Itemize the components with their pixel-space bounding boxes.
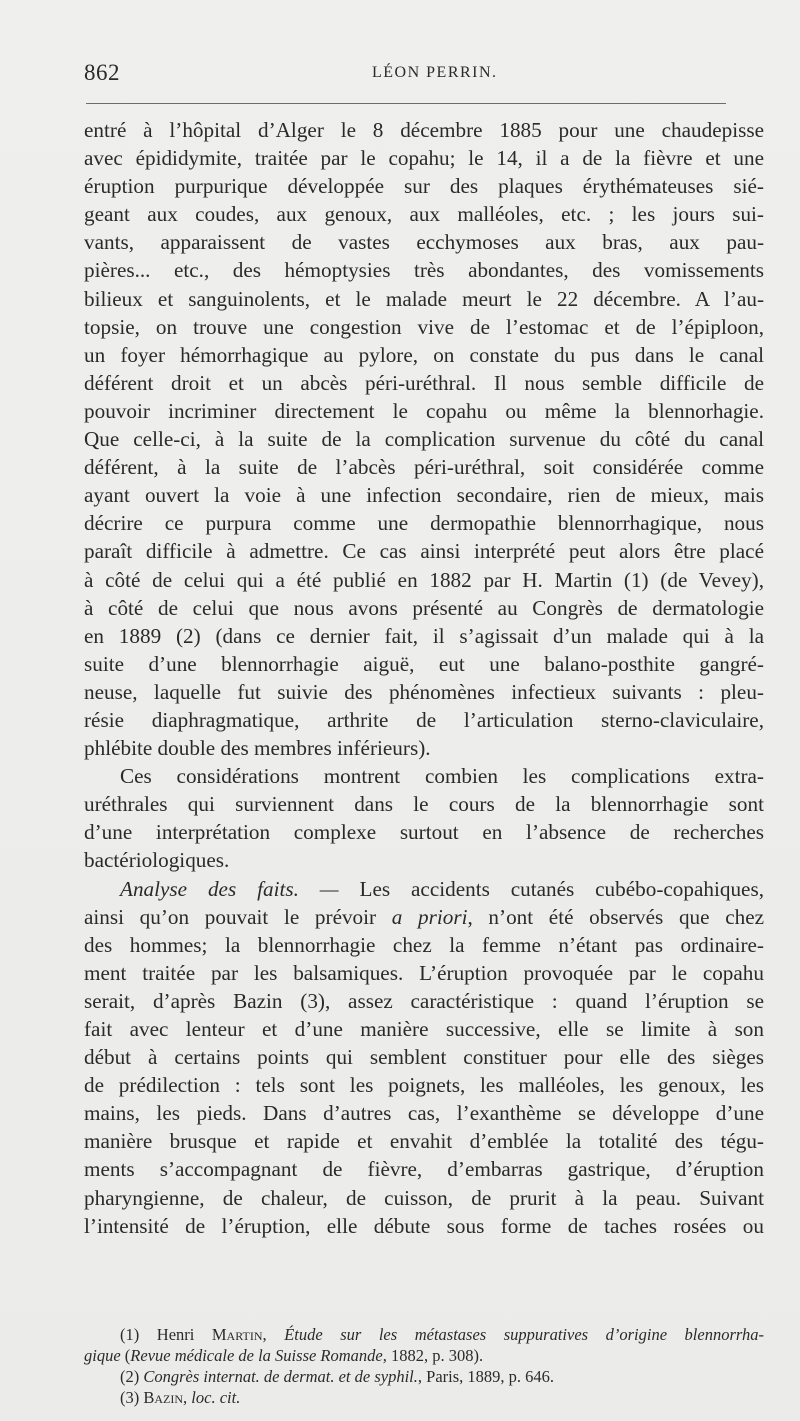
text-line: manière brusque et rapide et envahit d’emblée la totalité des tégu-	[84, 1129, 764, 1154]
text-line: pouvoir incriminer directement le copahu ou même la blennorhagie.	[84, 398, 764, 423]
footnote-2	[84, 1366, 764, 1387]
text-line: avec épididymite, traitée par le copahu; le 14, il a de la fièvre et une	[84, 146, 764, 171]
section-lead: Analyse des faits. —	[120, 876, 339, 901]
text-line: ayant ouvert la voie à une infection secondaire, rien de mieux, mais	[84, 483, 764, 508]
text-line: bilieux et sanguinolents, et le malade meurt le 22 décembre. A l’au-	[84, 286, 764, 311]
footnote-title: loc. cit.	[191, 1388, 241, 1407]
text-line: fait avec lenteur et d’une manière successive, elle se limite à son	[84, 1017, 764, 1041]
text-line: geant aux coudes, aux genoux, aux malléoles, etc. ; les jours sui-	[84, 202, 764, 227]
footnote-text: , 1882, p. 308).	[382, 1346, 484, 1365]
text-line: en 1889 (2) (dans ce dernier fait, il s’agissait d’un malade qui à la	[84, 623, 764, 648]
text-line: pières... etc., des hémoptysies très abondantes, des vomissements	[84, 258, 764, 283]
text-line: phlébite double des membres inférieurs).	[84, 736, 431, 761]
text-run: Les accidents cutanés cubébo-copahiques,	[338, 876, 765, 901]
footnote-text: (	[120, 1346, 131, 1365]
text-line: suite d’une blennorrhagie aiguë, eut une balano-posthite gangré-	[84, 651, 764, 676]
text-line: neuse, laquelle fut suivie des phénomènes infectieux suivants : pleu-	[84, 679, 764, 704]
footnote-1-cont	[84, 1345, 764, 1366]
text-line: ment traitée par les balsamiques. L’éruption provoquée par le copahu	[84, 960, 764, 985]
text-line: vants, apparaissent de vastes ecchymoses aux bras, aux pau-	[84, 230, 764, 255]
text-line: de prédilection : tels sont les poignets, les malléoles, les genoux, les	[84, 1073, 764, 1098]
text-line: déférent, à la suite de l’abcès péri-uréthral, soit considérée comme	[84, 455, 764, 480]
text-line: pharyngienne, de chaleur, de cuisson, de prurit à la peau. Suivant	[84, 1185, 764, 1210]
text-line: l’intensité de l’éruption, elle débute sous forme de taches rosées ou	[84, 1213, 764, 1238]
text-line	[84, 903, 764, 931]
text-line: décrire ce purpura comme une dermopathie blennorrhagique, nous	[84, 511, 764, 536]
text-line: Que celle-ci, à la suite de la complication survenue du côté du canal	[84, 427, 764, 452]
footnote-title: Congrès internat. de dermat. et de syphil.	[143, 1367, 418, 1386]
footnote-author: Bazin	[143, 1388, 184, 1407]
text-line: bactériologiques.	[84, 848, 230, 873]
footnote-marker: (1) Henri	[120, 1325, 212, 1344]
text-line: ments s’accompagnant de fièvre, d’embarras gastrique, d’éruption	[84, 1157, 764, 1182]
text-run: ainsi qu’on pouvait le prévoir	[84, 904, 392, 929]
page-number: 862	[84, 60, 120, 85]
header-rule	[86, 103, 726, 104]
text-line: entré à l’hôpital d’Alger le 8 décembre 1885 pour une chaudepisse	[84, 118, 764, 142]
text-line: serait, d’après Bazin (3), assez caractéristique : quand l’éruption se	[84, 988, 764, 1013]
footnote-1	[84, 1324, 764, 1345]
text-line	[84, 875, 764, 903]
text-line: éruption purpurique développée sur des plaques érythémateuses sié-	[84, 174, 764, 199]
text-line: Ces considérations montrent combien les complications extra-	[120, 764, 764, 789]
footnote-author: Martin	[211, 1325, 263, 1344]
footnote-title: Étude sur les métastases suppuratives d’origine blennorrha-	[284, 1325, 765, 1344]
text-line: résie diaphragmatique, arthrite de l’articulation sterno-claviculaire,	[84, 707, 764, 732]
text-line: début à certains points qui semblent constituer pour elle des sièges	[84, 1045, 764, 1070]
text-line: mains, les pieds. Dans d’autres cas, l’exanthème se développe d’une	[84, 1101, 764, 1126]
footnote-sep: ,	[183, 1388, 192, 1407]
text-line: des hommes; la blennorrhagie chez la femme n’étant pas ordinaire-	[84, 932, 764, 957]
body-text	[84, 116, 764, 1240]
footnotes	[84, 1324, 764, 1408]
text-run: , n’ont été observés que chez	[467, 904, 764, 929]
text-line: topsie, on trouve une congestion vive de l’estomac et de l’épiploon,	[84, 314, 764, 339]
running-head: LÉON PERRIN.	[372, 64, 498, 81]
footnote-sep: ,	[262, 1325, 285, 1344]
text-line: un foyer hémorrhagique au pylore, on constate du pus dans le canal	[84, 342, 764, 367]
footnote-text: , Paris, 1889, p. 646.	[417, 1367, 555, 1386]
latin-phrase: a priori	[391, 904, 468, 929]
footnote-3	[84, 1387, 764, 1408]
page-header	[84, 60, 756, 90]
text-line: à côté de celui qui a été publié en 1882 par H. Martin (1) (de Vevey),	[84, 567, 764, 592]
footnote-title: gique	[84, 1346, 121, 1365]
footnote-marker: (2)	[120, 1367, 144, 1386]
text-line: uréthrales qui surviennent dans le cours de la blennorrhagie sont	[84, 792, 764, 817]
text-line: paraît difficile à admettre. Ce cas ainsi interprété peut alors être placé	[84, 539, 764, 564]
text-line: à côté de celui que nous avons présenté au Congrès de dermatologie	[84, 595, 764, 620]
footnote-journal: Revue médicale de la Suisse Romande	[130, 1346, 383, 1365]
footnote-marker: (3)	[120, 1388, 144, 1407]
text-line: d’une interprétation complexe surtout en l’absence de recherches	[84, 820, 764, 845]
text-line: déférent droit et un abcès péri-uréthral. Il nous semble difficile de	[84, 370, 764, 395]
